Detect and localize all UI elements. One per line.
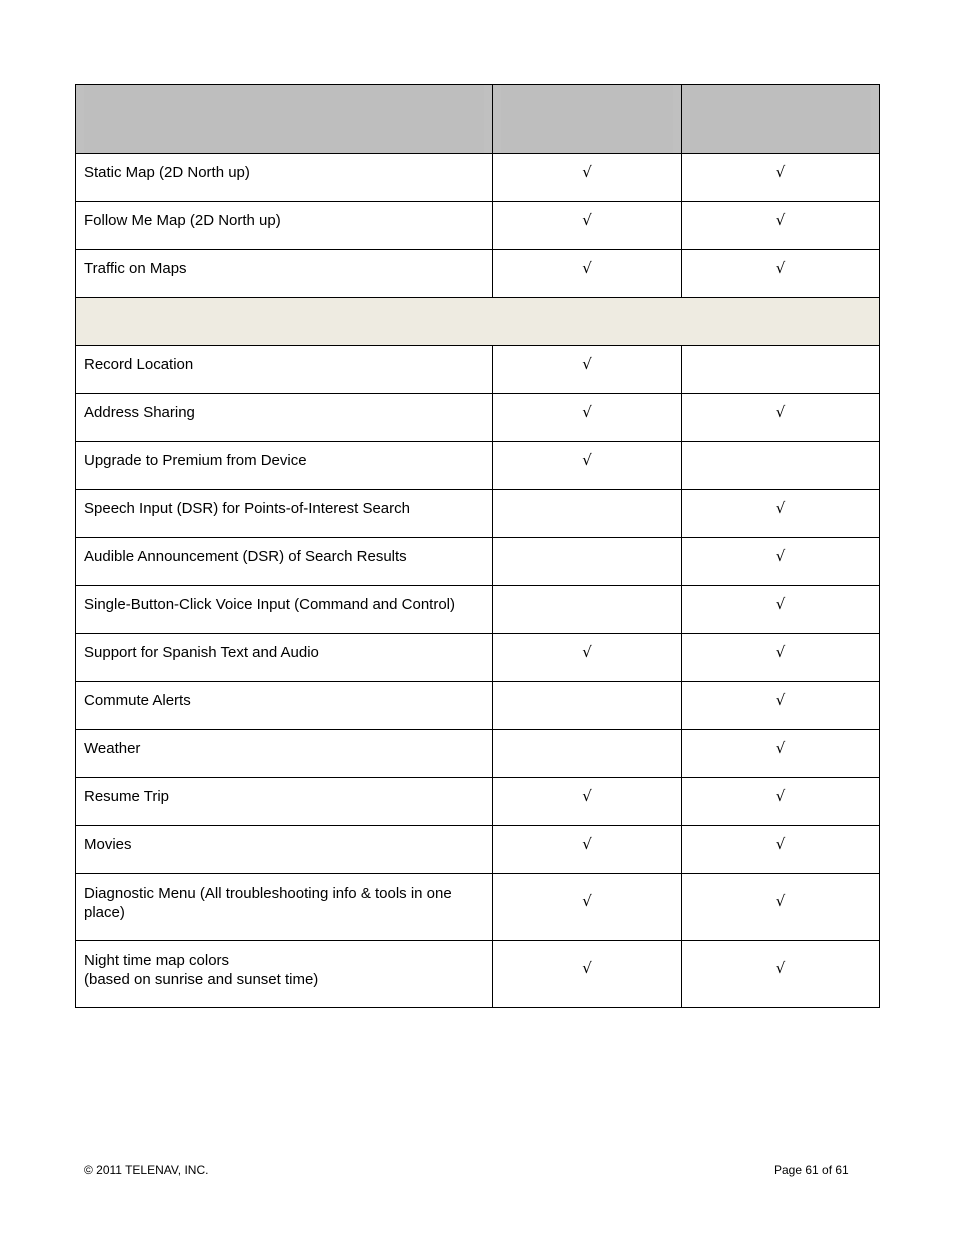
section-header-row bbox=[76, 298, 880, 346]
checkmark-cell-col-a: √ bbox=[493, 442, 682, 490]
feature-table-body bbox=[76, 85, 880, 1008]
checkmark-cell-col-b: √ bbox=[682, 778, 880, 826]
footer-page-number: Page 61 of 61 bbox=[774, 1163, 849, 1177]
checkmark-cell-col-b: √ bbox=[682, 682, 880, 730]
table-row bbox=[76, 778, 880, 826]
table-row bbox=[76, 490, 880, 538]
table-row bbox=[76, 682, 880, 730]
checkmark-cell-col-b: √ bbox=[682, 538, 880, 586]
checkmark-cell-col-b: √ bbox=[682, 490, 880, 538]
table-row bbox=[76, 826, 880, 874]
checkmark-cell-col-a: √ bbox=[493, 826, 682, 874]
table-row bbox=[76, 634, 880, 682]
table-row bbox=[76, 941, 880, 1008]
checkmark-cell-col-a: √ bbox=[493, 941, 682, 1008]
checkmark-cell-col-b bbox=[682, 442, 880, 490]
section-header-cell bbox=[76, 298, 880, 346]
feature-name-cell: Record Location bbox=[76, 346, 493, 394]
table-row bbox=[76, 874, 880, 941]
feature-name-cell: Movies bbox=[76, 826, 493, 874]
feature-name-cell: Single-Button-Click Voice Input (Command and Control) bbox=[76, 586, 493, 634]
checkmark-cell-col-a bbox=[493, 538, 682, 586]
checkmark-cell-col-a: √ bbox=[493, 250, 682, 298]
table-row bbox=[76, 202, 880, 250]
feature-name-cell: Commute Alerts bbox=[76, 682, 493, 730]
table-row bbox=[76, 154, 880, 202]
footer-copyright: © 2011 TELENAV, INC. bbox=[84, 1163, 209, 1177]
checkmark-cell-col-a: √ bbox=[493, 394, 682, 442]
checkmark-cell-col-a bbox=[493, 490, 682, 538]
table-row bbox=[76, 730, 880, 778]
checkmark-cell-col-a: √ bbox=[493, 874, 682, 941]
feature-name-cell: Speech Input (DSR) for Points-of-Interest Search bbox=[76, 490, 493, 538]
feature-name-cell: Weather bbox=[76, 730, 493, 778]
feature-name-cell: Static Map (2D North up) bbox=[76, 154, 493, 202]
feature-name-cell: Audible Announcement (DSR) of Search Results bbox=[76, 538, 493, 586]
feature-comparison-table bbox=[75, 84, 880, 1008]
checkmark-cell-col-b: √ bbox=[682, 586, 880, 634]
checkmark-cell-col-b: √ bbox=[682, 941, 880, 1008]
checkmark-cell-col-b: √ bbox=[682, 874, 880, 941]
checkmark-cell-col-b: √ bbox=[682, 826, 880, 874]
checkmark-cell-col-b bbox=[682, 346, 880, 394]
checkmark-cell-col-a: √ bbox=[493, 154, 682, 202]
header-cell-feature bbox=[76, 85, 493, 154]
header-cell-col-a bbox=[493, 85, 682, 154]
feature-name-cell: Follow Me Map (2D North up) bbox=[76, 202, 493, 250]
checkmark-cell-col-b: √ bbox=[682, 250, 880, 298]
feature-name-cell: Address Sharing bbox=[76, 394, 493, 442]
table-row bbox=[76, 442, 880, 490]
checkmark-cell-col-a bbox=[493, 682, 682, 730]
feature-name-cell: Resume Trip bbox=[76, 778, 493, 826]
checkmark-cell-col-a bbox=[493, 730, 682, 778]
feature-name-cell: Upgrade to Premium from Device bbox=[76, 442, 493, 490]
table-header-row bbox=[76, 85, 880, 154]
checkmark-cell-col-a: √ bbox=[493, 202, 682, 250]
table-row bbox=[76, 346, 880, 394]
checkmark-cell-col-a: √ bbox=[493, 634, 682, 682]
checkmark-cell-col-b: √ bbox=[682, 154, 880, 202]
checkmark-cell-col-a bbox=[493, 586, 682, 634]
feature-name-cell: Traffic on Maps bbox=[76, 250, 493, 298]
checkmark-cell-col-b: √ bbox=[682, 202, 880, 250]
table-row bbox=[76, 586, 880, 634]
checkmark-cell-col-b: √ bbox=[682, 634, 880, 682]
table-row bbox=[76, 394, 880, 442]
checkmark-cell-col-b: √ bbox=[682, 730, 880, 778]
feature-name-cell: Night time map colors (based on sunrise and sunset time) bbox=[76, 941, 493, 1008]
table-row bbox=[76, 538, 880, 586]
checkmark-cell-col-b: √ bbox=[682, 394, 880, 442]
checkmark-cell-col-a: √ bbox=[493, 778, 682, 826]
header-cell-col-b bbox=[682, 85, 880, 154]
table-row bbox=[76, 250, 880, 298]
feature-name-cell: Support for Spanish Text and Audio bbox=[76, 634, 493, 682]
feature-name-cell: Diagnostic Menu (All troubleshooting info & tools in one place) bbox=[76, 874, 493, 941]
checkmark-cell-col-a: √ bbox=[493, 346, 682, 394]
